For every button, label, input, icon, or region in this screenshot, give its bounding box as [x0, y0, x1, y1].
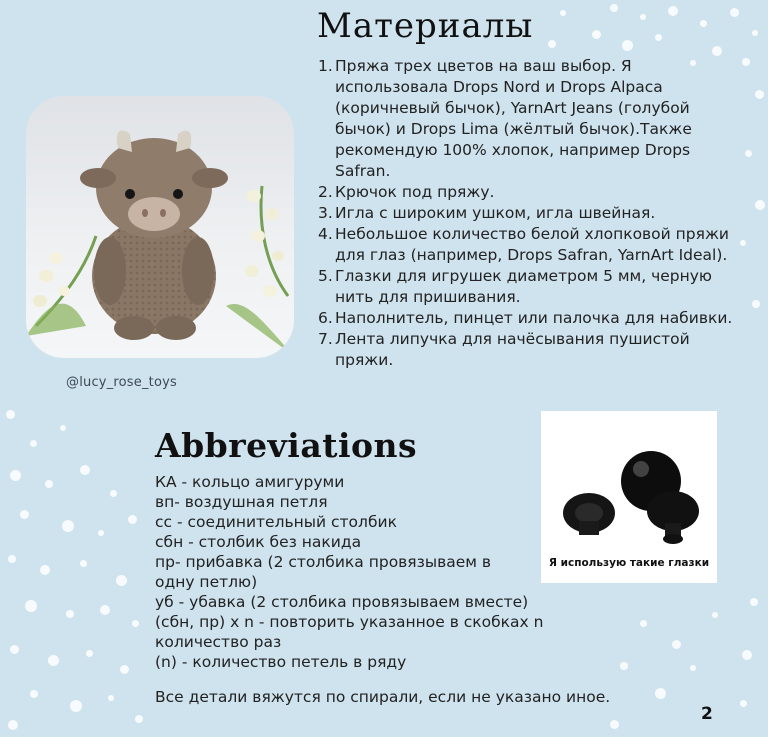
amigurumi-bull-photo [26, 96, 294, 358]
abbreviation-item: (сбн, пр) х n - повторить указанное в скобках n количество раз [155, 613, 544, 651]
abbreviation-item: уб - убавка (2 столбика провязываем вместе) [155, 593, 529, 611]
bull-illustration [26, 96, 294, 358]
abbreviations-list [155, 472, 595, 672]
materials-item: 3. Игла с широким ушком, игла швейная. [318, 204, 656, 222]
materials-title: Материалы [317, 6, 534, 46]
abbreviations-title: Abbreviations [155, 426, 418, 465]
materials-item: 5. Глазки для игрушек диаметром 5 мм, черную нить для пришивания. [318, 267, 712, 306]
lily-of-the-valley-left [26, 236, 96, 336]
spiral-note: Все детали вяжутся по спирали, если не указано иное. [155, 688, 611, 706]
materials-item: 7. Лента липучка для начёсывания пушистой пряжи. [318, 330, 690, 369]
abbreviation-item: сбн - столбик без накида [155, 533, 362, 551]
abbreviation-item: КА - кольцо амигуруми [155, 473, 345, 491]
page-number: 2 [701, 704, 713, 724]
materials-list [318, 56, 748, 371]
materials-item: 1. Пряжа трех цветов на ваш выбор. Я использовала Drops Nord и Drops Alpaca (коричневый бычок), YarnArt Jeans (голубой бычок) и Drops Lima (жёлтый бычок).Также рекомендую 100% хлопок, например Drops Safran. [318, 57, 692, 180]
instagram-handle: @lucy_rose_toys [66, 375, 177, 390]
safety-eyes-caption: Я использую такие глазки [548, 557, 710, 569]
abbreviation-item: вп- воздушная петля [155, 493, 328, 511]
abbreviation-item: сс - соединительный столбик [155, 513, 397, 531]
lily-of-the-valley-right [226, 186, 294, 356]
abbreviation-item: (n) - количество петель в ряду [155, 653, 407, 671]
materials-item: 6. Наполнитель, пинцет или палочка для набивки. [318, 309, 733, 327]
materials-item: 4. Небольшое количество белой хлопковой пряжи для глаз (например, Drops Safran, YarnArt Ideal). [318, 225, 730, 264]
abbreviation-item: пр- прибавка (2 столбика провязываем в одну петлю) [155, 553, 492, 591]
materials-item: 2. Крючок под пряжу. [318, 183, 495, 201]
